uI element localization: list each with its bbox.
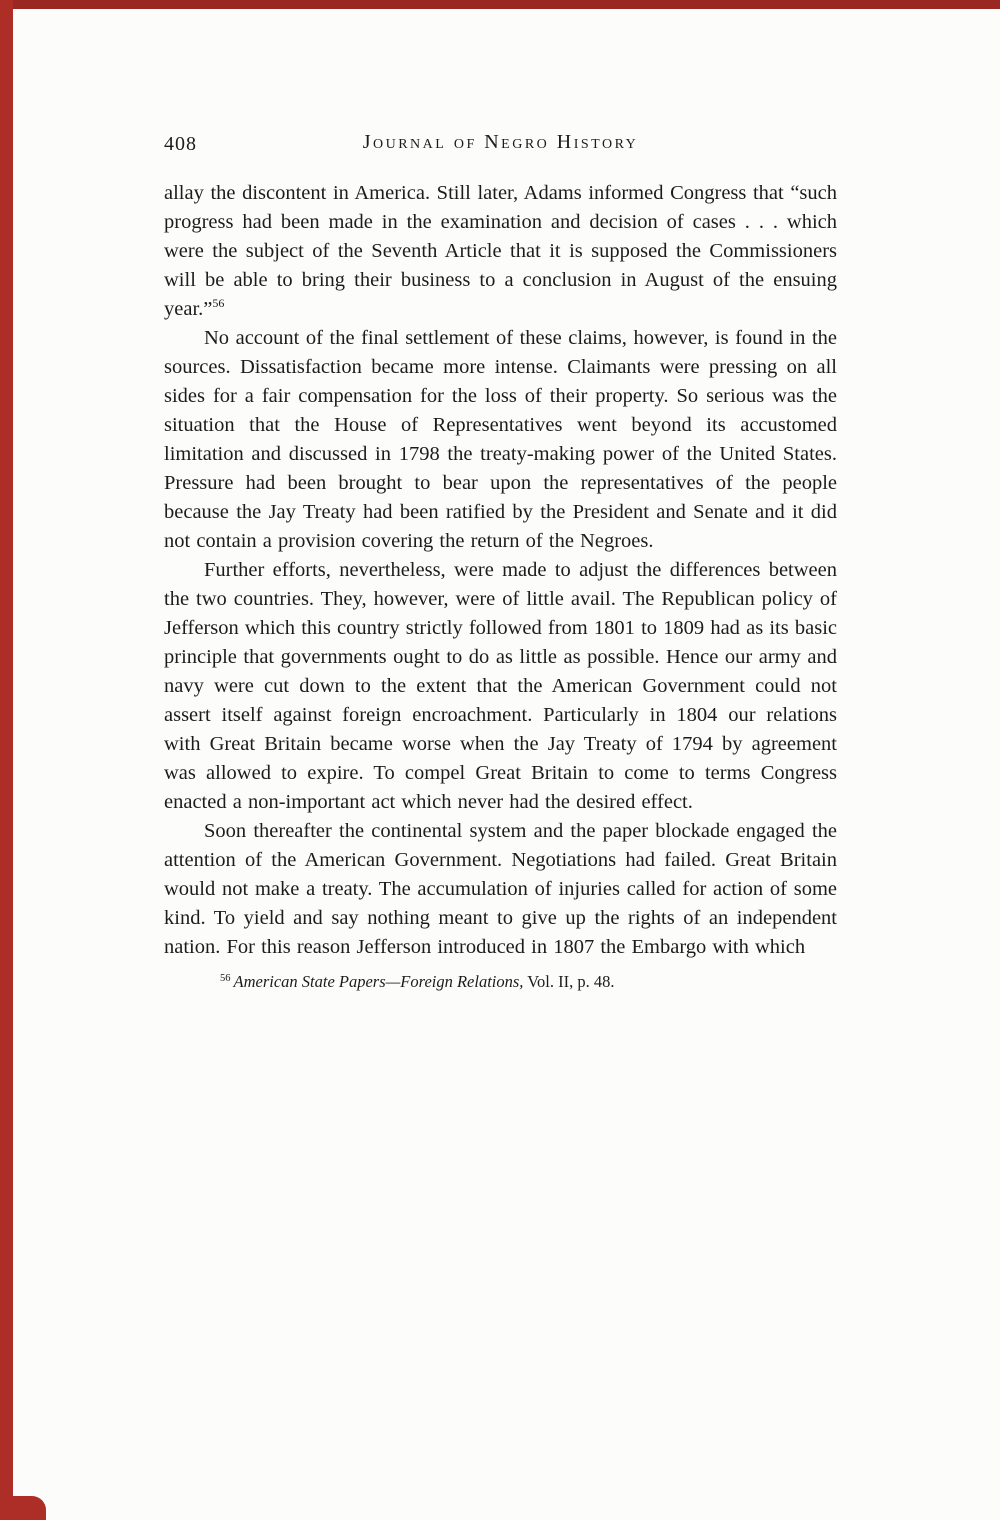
footnote-reference: 56 <box>212 296 225 311</box>
paragraph-1 <box>164 179 837 324</box>
paragraph-2: No account of the final settlement of these claims, however, is found in the sources. Dissatisfaction became more intense. Claimants were pressing on all sides for a fair compensation for the loss of their property. So serious was the situation that the House of Representatives went beyond its accustomed limitation and discussed in 1798 the treaty-making power of the United States. Pressure had been brought to bear upon the representatives of the people because the Jay Treaty had been ratified by the President and Senate and it did not contain a provision covering the return of the Negroes. <box>164 327 837 552</box>
footnote-detail: Vol. II, p. 48. <box>523 972 615 991</box>
footnote-source: American State Papers—Foreign Relations, <box>233 972 524 991</box>
paragraph-3: Further efforts, nevertheless, were made to adjust the differences between the two countries. They, however, were of little avail. The Republican policy of Jefferson which this country strictly followed from 1801 to 1809 had as its basic principle that governments ought to do as little as possible. Hence our army and navy were cut down to the extent that the American Government could not assert itself against foreign encroachment. Particularly in 1804 our relations with Great Britain became worse when the Jay Treaty of 1794 by agreement was allowed to expire. To compel Great Britain to come to terms Congress enacted a non-important act which never had the desired effect. <box>164 559 837 813</box>
footnote <box>164 971 837 993</box>
journal-title: Journal of Negro History <box>362 131 639 153</box>
scan-edge-top <box>0 0 1000 9</box>
body-text <box>164 179 837 993</box>
page-header <box>164 131 837 159</box>
scan-edge-left <box>0 0 13 1520</box>
page-content <box>164 131 837 993</box>
scan-edge-bottom-mark <box>0 1496 46 1520</box>
paragraph-1-text: allay the discontent in America. Still later, Adams informed Congress that “such progress had been made in the examination and decision of cases . . . which were the subject of the Seventh Article that it is supposed the Commissioners will be able to bring their business to a conclusion in August of the ensuing year.” <box>164 182 837 320</box>
footnote-marker: 56 <box>220 972 231 984</box>
paragraph-4: Soon thereafter the continental system and the paper blockade engaged the attention of the American Government. Negotiations had failed. Great Britain would not make a treaty. The accumulation of injuries called for action of some kind. To yield and say nothing meant to give up the rights of an independent nation. For this reason Jefferson introduced in 1807 the Embargo with which <box>164 820 837 958</box>
page-number: 408 <box>164 133 197 155</box>
